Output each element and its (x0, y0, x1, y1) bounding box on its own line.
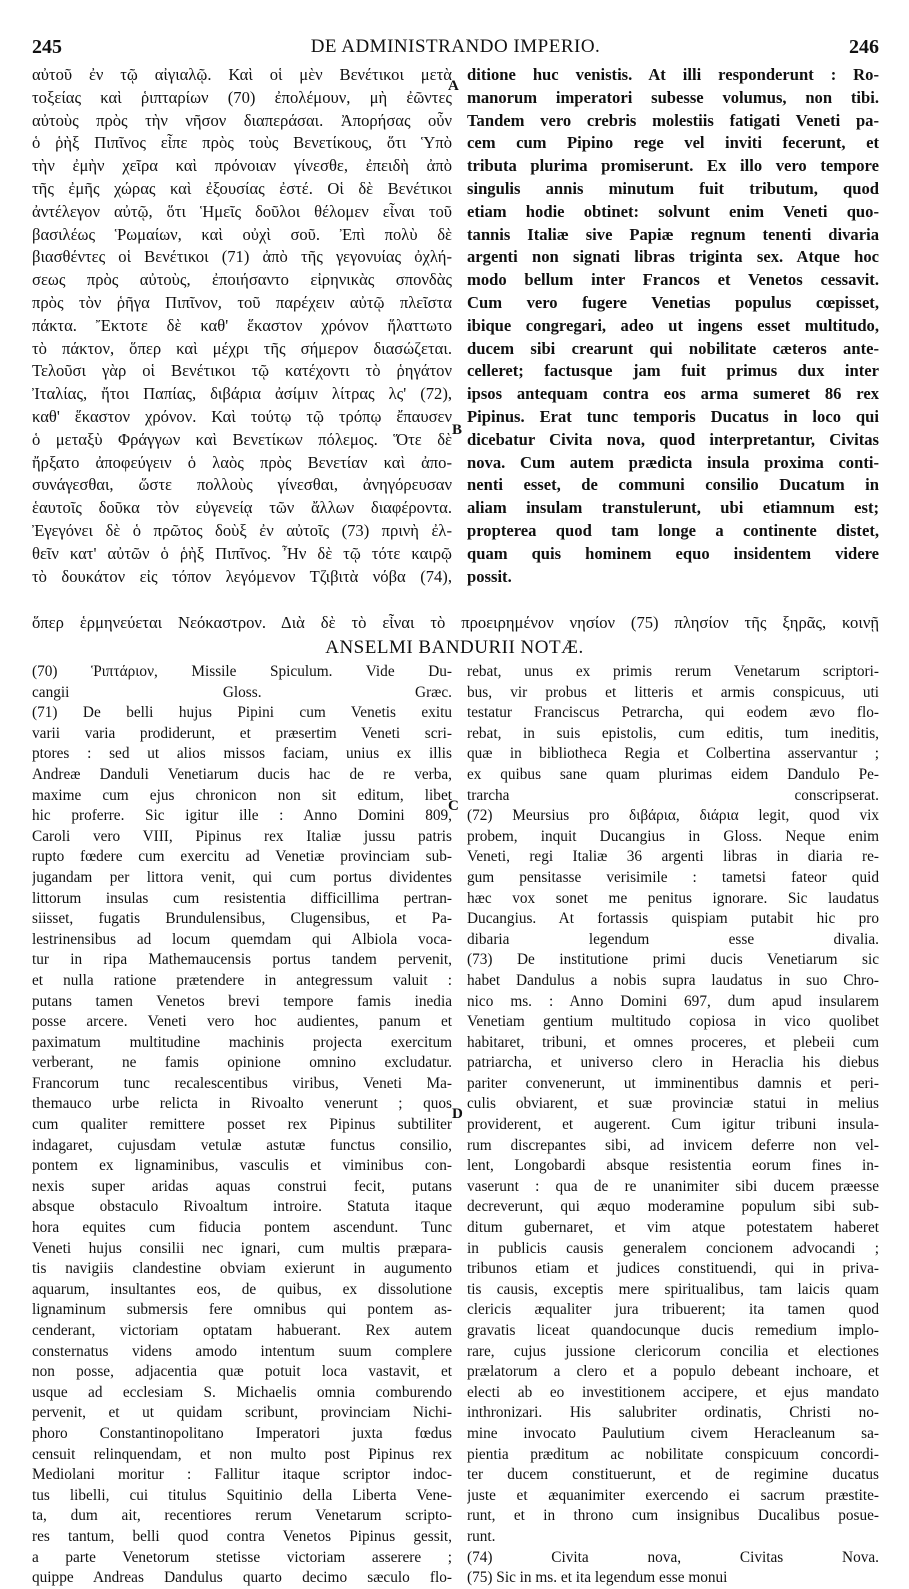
greek-text-line: τοξείας καὶ ῥιπταρίων (70) ἐπολέμουν, μὴ ἐῶντες (32, 87, 452, 107)
greek-text-line: συνάγεσθαι, ὥστε πολλοὺς γίνεσθαι, ἀνηγόρευσαν (32, 475, 452, 495)
latin-text-line: nova. Cum autem prædicta insula proxima conti- (467, 452, 879, 472)
note-line: vaserunt : qua de re unanimiter sibi ducem præesse (467, 1177, 879, 1195)
note-line: phoro Constantinopolitano Imperatori juxta fœdus (32, 1424, 452, 1442)
greek-text-line: πάκτα. Ἔκτοτε δὲ καθ' ἕκαστον χρόνον ἥλαττωτο (32, 315, 452, 335)
note-line: cum qualiter remittere posset rex Pipinus subtiliter (32, 1116, 452, 1134)
latin-text-line: ibique congregari, adeo ut ingens esset multitudo, (467, 315, 879, 335)
note-line: res tantum, belli quod contra Venetos Pipinus gessit, (32, 1527, 452, 1545)
note-line: inthronizari. His salubriter ordinatis, Christi no- (467, 1404, 879, 1422)
note-line: hora equites cum fiducia pontem ascendunt. Tunc (32, 1219, 452, 1237)
greek-text-line: θεῖν κατ' αὐτῶν ὁ ῥὴξ Πιπῖνος. Ἦν δὲ τῷ τότε καιρῷ (32, 543, 452, 563)
greek-text-line: καθ' ἕκαστον χρόνον. Καὶ τούτῳ τῷ τρόπῳ ἔπαυσεν (32, 406, 452, 426)
note-line: rum discrepantes sibi, ad invicem deferre non vel- (467, 1136, 879, 1154)
note-line: ta, dum ait, recentiores rerum Venetarum scripto- (32, 1507, 452, 1525)
note-line: hæc vox sonet me penitus ignorare. Sic laudatus (467, 889, 879, 907)
note-line: littorum insulas cum resistentia difficillima pertran- (32, 889, 452, 907)
note-line: Francorum tunc recalescentibus viribus, Veneti Ma- (32, 1074, 452, 1092)
note-line: pontem ex lignaminibus, vasculis et viminibus con- (32, 1157, 452, 1175)
note-line: trarcha conscripserat. (467, 786, 879, 804)
margin-marker-b: B (452, 422, 463, 438)
note-line: quippe Andreas Dandulus quarto decimo sæculo flo- (32, 1569, 452, 1587)
greek-text-line: αὐτοὺς πρὸς τὴν νῆσον διαπεράσαι. Ἀπορήσας οὖν (32, 110, 452, 130)
note-line: rupto fœdere cum exercitu ad Venetiæ provinciam sub- (32, 848, 452, 866)
note-line: (73) De institutione primi ducis Venetiarum sic (467, 951, 879, 969)
margin-marker-d: D (452, 1106, 463, 1122)
note-line: tur in ripa Mathemaucensis portus tandem pervenit, (32, 951, 452, 969)
latin-text-line: Pipinus. Erat tunc temporis Ducatus in loco qui (467, 406, 879, 426)
latin-text-line: propterea quod tam longe a continente distet, (467, 520, 879, 540)
note-line: testatur Franciscus Petrarcha, qui eodem ævo flo- (467, 704, 879, 722)
note-line: gum pensitasse verisimile : tametsi fateor quid (467, 868, 879, 886)
note-line: putans tamen Venetos brevi tempore famis inedia (32, 992, 452, 1010)
greek-text-line: τῆς ἐμῆς χώρας καὶ ἐξουσίας ἐστέ. Οἱ δὲ Βενέτικοι (32, 178, 452, 198)
note-line: probem, inquit Ducangius in Gloss. Neque enim (467, 827, 879, 845)
note-line: ex quibus sane quam plurimas eidem Dandulo Pe- (467, 765, 879, 783)
greek-text-column (32, 64, 452, 588)
note-line: nico ms. : Anno Domini 697, dum apud insularem (467, 992, 879, 1010)
note-line: rebat, in suis epistolis, cum editis, tum ineditis, (467, 724, 879, 742)
note-line: dibaria legendum esse divalia. (467, 930, 879, 948)
latin-text-line: quam quis hominem equo insidentem videre (467, 543, 879, 563)
greek-text-line: ὁ ῥὴξ Πιπῖνος εἶπε πρὸς τοὺς Βενετίκους, ὅτι Ὑπὸ (32, 133, 452, 153)
greek-text-line: ἀντέλεγον αὐτῷ, ὅτι Ἡμεῖς δοῦλοι θέλομεν εἶναι τοῦ (32, 201, 452, 221)
page-header (32, 36, 879, 58)
greek-text-line: βιασθέντες οἱ Βενέτικοι (71) ἀπὸ τῆς γεγονυίας ὀχλή- (32, 247, 452, 267)
latin-text-line: celleret; factusque jam fuit primus dux inter (467, 361, 879, 381)
note-line: quæ in bibliotheca Regia et Colbertina asservantur ; (467, 745, 879, 763)
note-line: varii varia prodiderunt, et præsertim Veneti scri- (32, 724, 452, 742)
latin-text-line: tributa plurima promiserunt. Ex illo vero tempore (467, 156, 879, 176)
note-line: juste et æquanimiter exercendo ei sacrum præstite- (467, 1486, 879, 1504)
note-line: Caroli vero VIII, Pipinus rex Italiæ jussu patris (32, 827, 452, 845)
greek-text-line: Ἰταλίας, ἤτοι Παπίας, διβάρια ἀσίμιν λίτρας λς' (72), (32, 384, 452, 404)
note-line: tus libelli, cui titulus Squitinio della Liberta Vene- (32, 1486, 452, 1504)
note-line: consternatus videns amodo intentum suum complere (32, 1342, 452, 1360)
greek-text-line: πρὸς τὸν ῥῆγα Πιπῖνον, τοῦ παρέχειν αὐτῷ πλεῖστα (32, 292, 452, 312)
note-line: cangii Gloss. Græc. (32, 683, 452, 701)
greek-text-line: τὴν ἐμὴν χεῖρα καὶ πρόνοιαν γίνεσθε, ἐπειδὴ ἀπὸ (32, 156, 452, 176)
note-line: themauco urbe relicta in Rivoalto venerunt ; quos (32, 1095, 452, 1113)
note-line: a parte Venetorum stetisse victoriam asserere ; (32, 1548, 452, 1566)
greek-text-line: βασιλέως Ῥωμαίων, καὶ οὐχὶ σοῦ. Ἐπὶ πολὺ δὲ (32, 224, 452, 244)
note-line: absque obstaculo Rivoaltum introire. Statuta itaque (32, 1198, 452, 1216)
notes-title: ANSELMI BANDURII NOTÆ. (325, 637, 584, 658)
note-line: pervenit, et ut quidam scribunt, provinciam Nichi- (32, 1404, 452, 1422)
latin-text-line: cem cum Pipino rege vel inviti fecerunt, et (467, 133, 879, 153)
note-line: paximatum multitudine machinis projecta exercitum (32, 1033, 452, 1051)
latin-translation-column (467, 64, 879, 588)
note-line: decreverunt, qui æquo moderamine populum sibi sub- (467, 1198, 879, 1216)
greek-text-line: τὸ πάκτον, ὅπερ καὶ μέχρι τῆς σήμερον διασώζεται. (32, 338, 452, 358)
greek-text-line: Τελοῦσι γὰρ οἱ Βενέτικοι τῷ κατέχοντι τὸ ῥηγάτον (32, 361, 452, 381)
note-line: non posse, adjacentia quæ potuit loca vastavit, et (32, 1363, 452, 1381)
note-line: maxime cum ejus chronicon non sit editum, libet (32, 786, 452, 804)
latin-text-line: possit. (467, 566, 512, 586)
note-line: pariter convenerunt, ut imminentibus damnis et peri- (467, 1074, 879, 1092)
note-line: (70) Ῥιπτάριον, Missile Spiculum. Vide Du- (32, 663, 452, 680)
note-line: lestrinensibus ad locum quemdam qui Albiola voca- (32, 930, 452, 948)
note-line: rebat, unus ex primis rerum Venetarum scriptori- (467, 663, 879, 680)
margin-marker-c: C (448, 798, 459, 814)
note-line: (74) Civita nova, Civitas Nova. (467, 1548, 879, 1566)
page-number-left: 245 (32, 36, 62, 58)
latin-text-line: argenti non signati libras triginta sex. Atque hoc (467, 247, 879, 267)
greek-text-line: ἑαυτοῖς δοῦκα τὸν εὐγενείᾳ τῶν ἄλλων διαφέροντα. (32, 498, 452, 518)
note-line: et nulla ratione prætendere in antegressum valuit : (32, 971, 452, 989)
greek-text-line: σεως πρὸς αὐτοὺς, ἐποιήσαντο εἰρηνικὰς σπονδὰς (32, 270, 452, 290)
latin-text-line: nenti esset, de communi consilio Ducatum in (467, 475, 879, 495)
note-line: lignaminum submersis fere omnibus qui pontem as- (32, 1301, 452, 1319)
note-line: rare, cujus jussione clericorum concilia et electiones (467, 1342, 879, 1360)
latin-text-line: ducem sibi crearunt qui nobilitate cæteros ante- (467, 338, 879, 358)
greek-text-line: ὁ μεταξὺ Φράγγων καὶ Βενετίκων πόλεμος. Ὅτε δὲ (32, 429, 452, 449)
greek-text-line: αὐτοῦ ἐν τῷ αἰγιαλῷ. Καὶ οἱ μὲν Βενέτικοι μετὰ (32, 65, 452, 84)
note-line: pientia præditum ac nobilitate conspicuum concordi- (467, 1445, 879, 1463)
note-line: posse arcere. Veneti vero hoc audientes, panum et (32, 1013, 452, 1031)
latin-text-line: ditione huc venistis. At illi responderunt : Ro- (467, 65, 879, 84)
note-line: gravatis liceat quandocunque ducis remedium implo- (467, 1322, 879, 1339)
latin-text-line: manorum imperatori subesse volumus, non tibi. (467, 87, 879, 107)
greek-text-line: τὸ δουκάτον εἰς τόπον λεγόμενον Τζιβιτὰ νόβα (74), (32, 566, 452, 586)
latin-text-line: tannis Italiæ sive Papiæ regnum tenenti divaria (467, 224, 879, 244)
latin-text-line: Cum vero fugere Venetias populus cœpisset, (467, 292, 879, 312)
note-line: Andreæ Danduli Venetiarum ducis hac de re verba, (32, 765, 452, 783)
note-line: runt, et in throno cum insignibus Ducalibus posue- (467, 1507, 879, 1525)
note-line: providerent, et augerent. Cum igitur tribuni insula- (467, 1116, 879, 1134)
latin-text-line: dicebatur Civita nova, quod interpretantur, Civitas (467, 429, 879, 449)
note-line: culis obviarent, et suæ provinciæ statui in melius (467, 1095, 879, 1113)
note-line: aquarum, insultantes eos, de quibus, ex dissolutione (32, 1280, 452, 1298)
note-line: tis causis, exceptis mere spiritualibus, tam laicis quam (467, 1280, 879, 1298)
note-line: nexis super aridas aquas construi fecit, putans (32, 1177, 452, 1195)
notes-right-column (467, 662, 879, 1589)
latin-text-line: singulis annis minutum fuit tributum, quod (467, 178, 879, 198)
note-line: habet Dandulus a nobis supra laudatus in suo Chro- (467, 971, 879, 989)
latin-text-line: ipsos antequam contra eos arma sumeret 86 rex (467, 384, 879, 404)
note-line: cenderant, victoriam optatam habuerant. Rex autem (32, 1322, 452, 1339)
margin-marker-a: A (448, 78, 459, 94)
note-line: verberant, ne famis opinione omnino excludatur. (32, 1054, 452, 1072)
note-line: (72) Meursius pro διβάρια, διάρια legit, quod vix (467, 807, 879, 825)
note-line: Veneti hujus consilii nec ignari, cum multis præpara- (32, 1239, 452, 1257)
note-line: patriarcha, et universo clero in Heraclia his diebus (467, 1054, 879, 1072)
note-line: usque ad ecclesiam S. Michaelis omnia comburendo (32, 1383, 452, 1401)
page-number-right: 246 (849, 36, 879, 58)
note-line: (71) De belli hujus Pipini cum Venetis exitu (32, 704, 452, 722)
greek-text-line: ἤρξατο ἀποφεύγειν ὁ λαὸς πρὸς Βενετίαν καὶ ἀπο- (32, 452, 452, 472)
note-line: jugandam per littora venit, qui cum portus dividentes (32, 868, 452, 886)
note-line: censuit relinquendam, et non multo post Pipinus rex (32, 1445, 452, 1463)
greek-text-line: Ἐγεγόνει δὲ ὁ πρῶτος δοὺξ ἐν αὐτοῖς (73) πρινὴ ἐλ- (32, 520, 452, 540)
note-line: runt. (467, 1527, 496, 1545)
latin-text-line: aliam insulam transtulerunt, ubi etiamnum est; (467, 498, 879, 518)
note-line: ptores : sed ut alios missos faciam, unius ex illis (32, 745, 452, 763)
note-line: mine invocato Paulutium civem Heracleanum sa- (467, 1424, 879, 1442)
note-line: Venetiam gentium multitudo copiosa in vico quolibet (467, 1013, 879, 1031)
note-line: tribunos etiam et judices constituendi, qui in priva- (467, 1260, 879, 1278)
note-line: bus, vir probus et litteris et armis conspicuus, uti (467, 683, 879, 701)
latin-text-line: modo bellum inter Francos et Venetos cessavit. (467, 270, 879, 290)
note-line: in publicis causis generalem concionem advocandi ; (467, 1239, 879, 1257)
latin-text-line: Tandem vero crebris molestiis fatigati Veneti pa- (467, 110, 879, 130)
greek-full-width-line: ὅπερ ἑρμηνεύεται Νεόκαστρον. Διὰ δὲ τὸ εἶναι τὸ προειρημένον νησίον (75) πλησίον τῆς ξηρᾶς, κοινῇ (32, 613, 879, 632)
note-line: lent, Longobardi absque resistentia eorum fines in- (467, 1157, 879, 1175)
note-line: indagaret, cujusdam vetulæ astutæ functus consilio, (32, 1136, 452, 1154)
notes-left-column (32, 662, 452, 1589)
note-line: Ducangius. At fortassis quispiam putabit hic pro (467, 910, 879, 928)
note-line: ter ducem constituerunt, et de regimine ducatus (467, 1466, 879, 1484)
note-line: habitaret, tribuni, et omnes proceres, et plebeii cum (467, 1033, 879, 1051)
note-line: clericis æqualiter jura tribuerent; ita tamen quod (467, 1301, 879, 1319)
latin-text-line: etiam hodie obtinet: solvunt enim Veneti quo- (467, 201, 879, 221)
note-line: Veneti, regi Italiæ 36 argenti libras in diaria re- (467, 848, 879, 866)
note-line: hic proferre. Sic igitur ille : Anno Domini 809, (32, 807, 452, 825)
note-line: siisset, fugatis Brundulensibus, Clugensibus, et Pa- (32, 910, 452, 928)
note-line: tis navigiis clandestine obviam exierunt in augumento (32, 1260, 452, 1278)
running-title: DE ADMINISTRANDO IMPERIO. (310, 36, 601, 57)
note-line: electi ab eo investitionem accipere, et ejus mandato (467, 1383, 879, 1401)
note-line: prælatorum a clero et a populo debeant inchoare, et (467, 1363, 879, 1381)
note-line: Mediolani moritur : Fallitur itaque scriptor indoc- (32, 1466, 452, 1484)
note-line: ditum gubernaret, et vim atque potestatem haberet (467, 1219, 879, 1237)
note-line: (75) Sic in ms. et ita legendum esse monui (467, 1569, 728, 1587)
